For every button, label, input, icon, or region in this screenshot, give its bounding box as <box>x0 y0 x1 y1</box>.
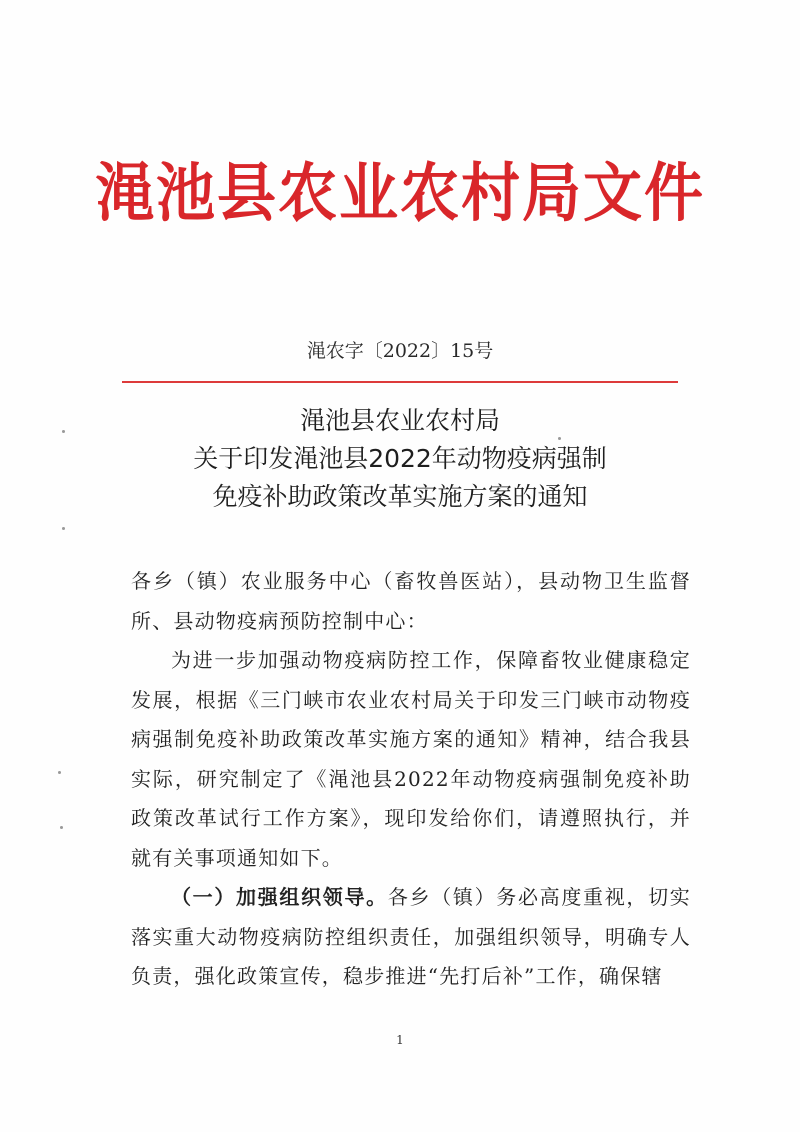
scan-speck <box>558 437 561 440</box>
document-subject <box>0 402 800 516</box>
paragraph-2-text: 各乡（镇）务必高度重视，切实落实重大动物疫病防控组织责任，加强组织领导，明确专人负责，强化政策宣传，稳步推进“先打后补”工作，确保辖 <box>131 885 691 988</box>
document-body <box>131 562 691 997</box>
red-divider-line <box>122 381 678 383</box>
scan-speck <box>62 527 65 530</box>
page-number: 1 <box>396 1033 404 1047</box>
subject-line-3: 免疫补助政策改革实施方案的通知 <box>212 482 588 511</box>
subject-line-2: 关于印发渑池县2022年动物疫病强制 <box>193 444 607 473</box>
body-paragraph-1: 为进一步加强动物疫病防控工作，保障畜牧业健康稳定发展，根据《三门峡市农业农村局关于印发三门峡市动物疫病强制免疫补助政策改革实施方案的通知》精神，结合我县实际，研究制定了《渑池县2022年动物疫病强制免疫补助政策改革试行工作方案》，现印发给你们，请遵照执行，并就有关事项通知如下。 <box>131 648 691 870</box>
addressee-paragraph: 各乡（镇）农业服务中心（畜牧兽医站），县动物卫生监督所、县动物疫病预防控制中心： <box>131 569 691 633</box>
scan-speck <box>58 771 61 774</box>
document-number: 渑农字〔2022〕15号 <box>306 340 494 362</box>
document-header-title: 渑池县农业农村局文件 <box>94 155 705 230</box>
body-paragraph-2 <box>131 878 691 997</box>
scan-speck <box>60 826 63 829</box>
subject-line-1: 渑池县农业农村局 <box>299 406 500 435</box>
scan-speck <box>62 430 65 433</box>
paragraph-2-heading: （一）加强组织领导。 <box>171 885 388 909</box>
